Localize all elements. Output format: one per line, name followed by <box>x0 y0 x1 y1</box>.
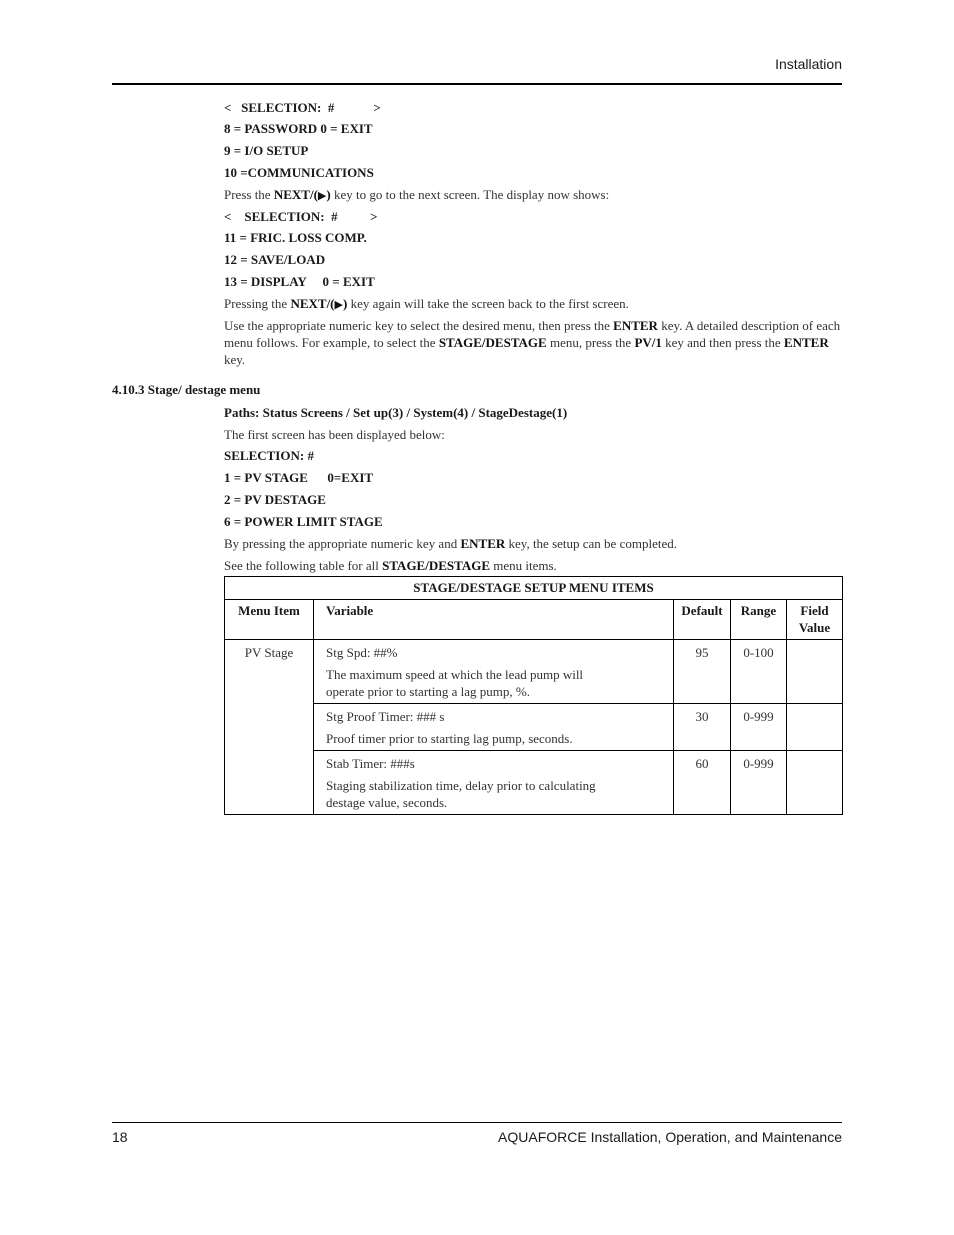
first-screen-text: The first screen has been displayed below: <box>224 427 445 442</box>
select-menu-paragraph: Use the appropriate numeric key to select the desired menu, then press the ENTER key. A detailed description of each menu follows. For example, to select the STAGE/DESTAGE menu, press the PV/1 key and then press the ENTER key. <box>224 318 841 367</box>
menu3-line3: 2 = PV DESTAGE <box>224 492 326 507</box>
menu3-line4: 6 = POWER LIMIT STAGE <box>224 514 383 529</box>
variable-cell: Stg Spd: ##% The maximum speed at which the lead pump will operate prior to starting a lag pump, %. <box>314 640 674 704</box>
range-cell: 0-999 <box>731 751 787 815</box>
field-value-cell <box>787 640 843 704</box>
variable-cell: Stg Proof Timer: ### s Proof timer prior to starting lag pump, seconds. <box>314 704 674 751</box>
default-cell: 95 <box>674 640 731 704</box>
menu2-line4: 13 = DISPLAY 0 = EXIT <box>224 274 375 289</box>
next-key-paragraph-2: Pressing the NEXT/(▶) key again will take the screen back to the first screen. <box>224 296 629 311</box>
col-header-variable: Variable <box>314 600 674 640</box>
table-title: STAGE/DESTAGE SETUP MENU ITEMS <box>225 577 843 600</box>
next-key-paragraph-1: Press the NEXT/(▶) key to go to the next screen. The display now shows: <box>224 187 610 202</box>
running-header: Installation <box>775 56 842 72</box>
menu3-line1: SELECTION: # <box>224 448 314 463</box>
field-value-cell <box>787 704 843 751</box>
menu2-line1: < SELECTION: # > <box>224 209 378 224</box>
header-rule <box>112 83 842 85</box>
page-number: 18 <box>112 1129 128 1145</box>
menu1-line3: 9 = I/O SETUP <box>224 143 309 158</box>
col-header-range: Range <box>731 600 787 640</box>
see-table-paragraph: See the following table for all STAGE/DESTAGE menu items. <box>224 558 557 573</box>
col-header-field-value: Field Value <box>787 600 843 640</box>
press-key-paragraph: By pressing the appropriate numeric key and ENTER key, the setup can be completed. <box>224 536 677 551</box>
table-row <box>225 704 843 751</box>
table-row <box>225 751 843 815</box>
menu-item-cell: PV Stage <box>225 640 314 815</box>
col-header-menu-item: Menu Item <box>225 600 314 640</box>
default-cell: 30 <box>674 704 731 751</box>
menu1-line4: 10 =COMMUNICATIONS <box>224 165 374 180</box>
play-triangle-icon: ▶ <box>334 299 343 311</box>
paths-line: Paths: Status Screens / Set up(3) / System(4) / StageDestage(1) <box>224 405 568 420</box>
col-header-default: Default <box>674 600 731 640</box>
menu3-line2: 1 = PV STAGE 0=EXIT <box>224 470 374 485</box>
footer-title: AQUAFORCE Installation, Operation, and Maintenance <box>498 1129 842 1145</box>
menu2-line2: 11 = FRIC. LOSS COMP. <box>224 230 367 245</box>
field-value-cell <box>787 751 843 815</box>
menu1-line2: 8 = PASSWORD 0 = EXIT <box>224 121 373 136</box>
play-triangle-icon: ▶ <box>317 190 327 202</box>
default-cell: 60 <box>674 751 731 815</box>
range-cell: 0-999 <box>731 704 787 751</box>
variable-cell: Stab Timer: ###s Staging stabilization time, delay prior to calculating destage value, seconds. <box>314 751 674 815</box>
menu1-line1: < SELECTION: # > <box>224 100 381 115</box>
menu2-line3: 12 = SAVE/LOAD <box>224 252 326 267</box>
range-cell: 0-100 <box>731 640 787 704</box>
footer-rule <box>112 1122 842 1123</box>
section-heading: 4.10.3 Stage/ destage menu <box>112 382 261 397</box>
stage-destage-table <box>224 576 843 815</box>
table-row <box>225 640 843 704</box>
